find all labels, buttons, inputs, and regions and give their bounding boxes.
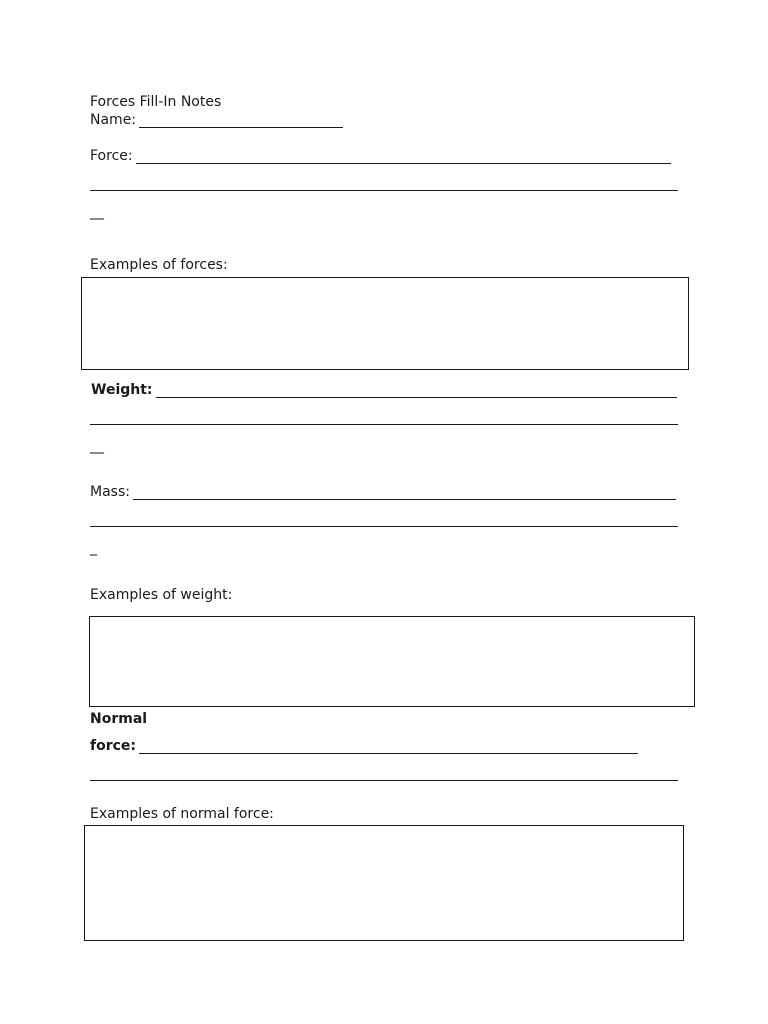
weight-blank-line-2[interactable] bbox=[90, 424, 678, 425]
force-blank-line-2[interactable] bbox=[90, 190, 678, 191]
force-label: Force: bbox=[90, 148, 133, 164]
mass-blank-line-1[interactable] bbox=[133, 499, 676, 500]
examples-normal-label: Examples of normal force: bbox=[90, 806, 274, 822]
force-blank-line-1[interactable] bbox=[136, 163, 671, 164]
normal-force-label: force: bbox=[90, 738, 137, 754]
examples-forces-box[interactable] bbox=[81, 277, 689, 370]
weight-dash: __ bbox=[90, 438, 104, 454]
name-label: Name: bbox=[90, 112, 137, 128]
normal-force-blank-line-2[interactable] bbox=[90, 780, 678, 781]
weight-blank-line-1[interactable] bbox=[156, 397, 677, 398]
weight-label: Weight: bbox=[91, 382, 153, 398]
examples-weight-label: Examples of weight: bbox=[90, 587, 233, 603]
mass-dash: _ bbox=[90, 540, 97, 556]
worksheet-title: Forces Fill-In Notes bbox=[90, 94, 222, 110]
normal-force-blank-line-1[interactable] bbox=[139, 753, 638, 754]
name-blank-line[interactable] bbox=[139, 127, 343, 128]
examples-weight-box[interactable] bbox=[89, 616, 695, 707]
force-dash: __ bbox=[90, 204, 104, 220]
examples-forces-label: Examples of forces: bbox=[90, 257, 228, 273]
normal-label: Normal bbox=[90, 711, 148, 727]
mass-label: Mass: bbox=[90, 484, 130, 500]
examples-normal-box[interactable] bbox=[84, 825, 684, 941]
mass-blank-line-2[interactable] bbox=[90, 526, 678, 527]
